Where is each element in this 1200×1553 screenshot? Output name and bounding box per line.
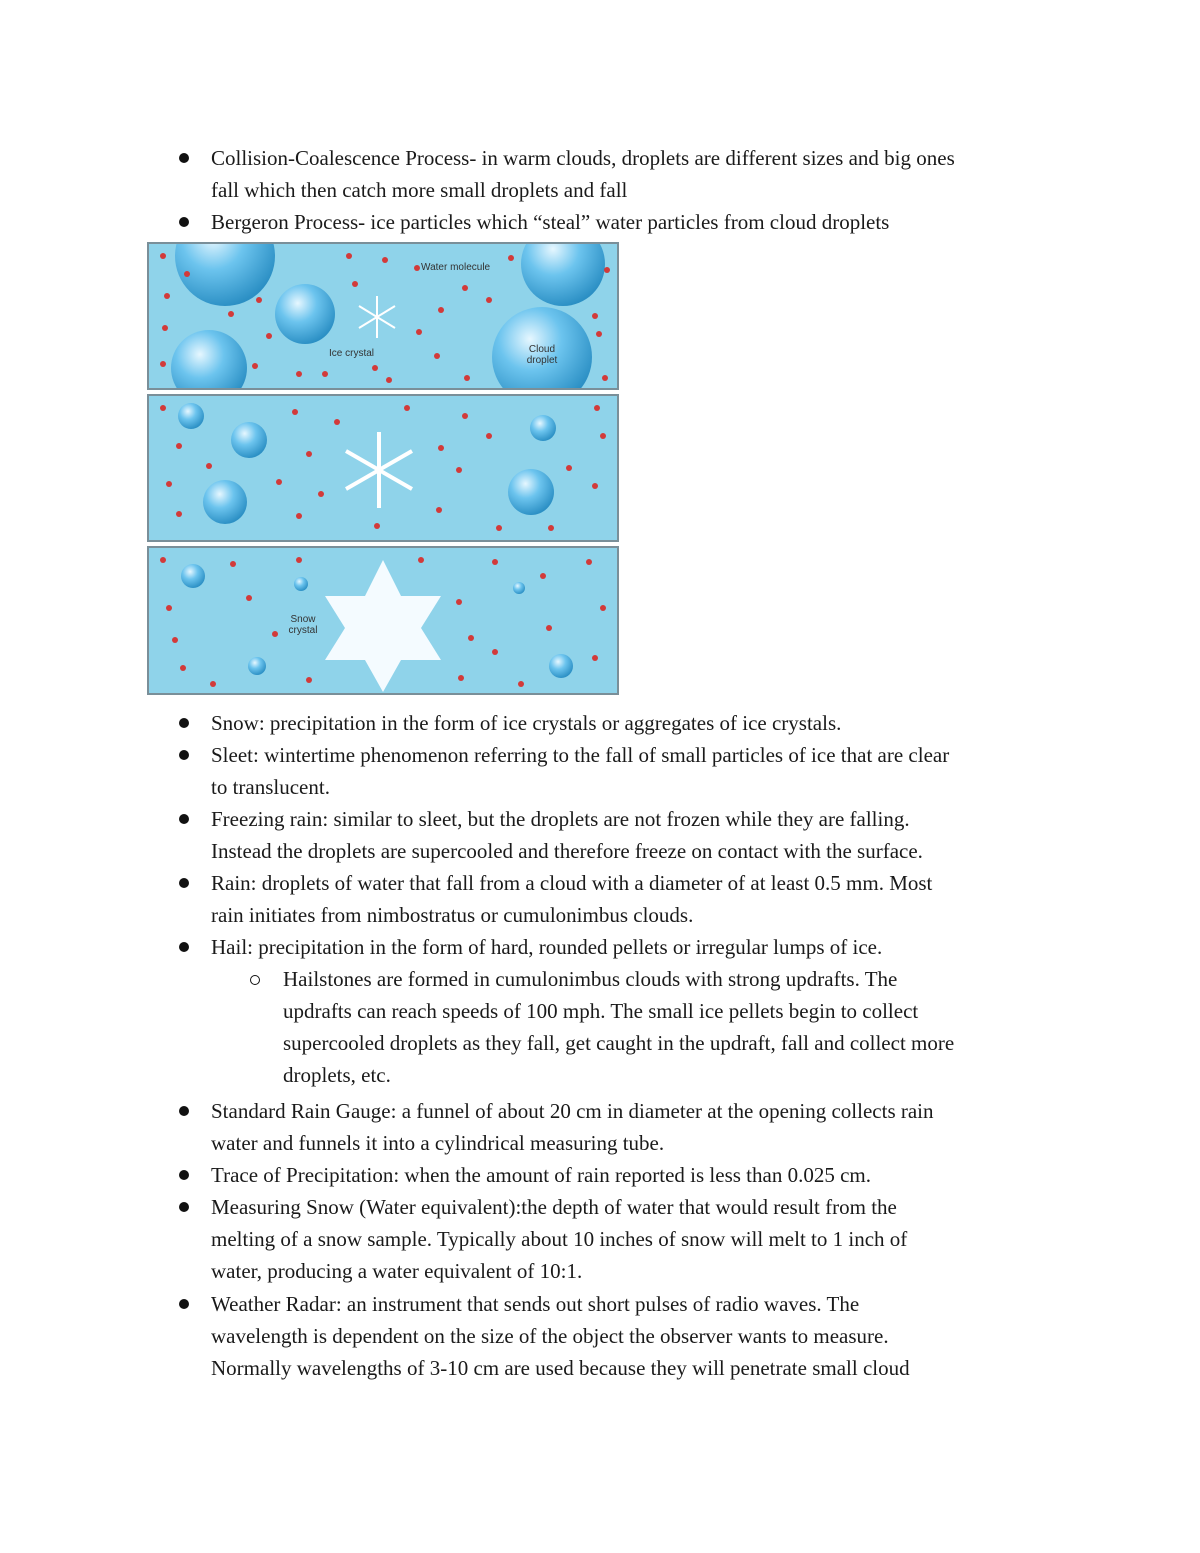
panel-3-art bbox=[149, 548, 619, 695]
bullet-item-sleet bbox=[0, 739, 1200, 803]
bullet-icon bbox=[179, 942, 189, 952]
bullet-icon bbox=[179, 878, 189, 888]
bullet-line: Hail: precipitation in the form of hard, rounded pellets or irregular lumps of ice. bbox=[211, 935, 883, 959]
bullet-icon bbox=[179, 1202, 189, 1212]
cloud-droplet bbox=[275, 284, 335, 344]
ice-crystal-label: Ice crystal bbox=[329, 348, 375, 359]
figure-panel-2 bbox=[147, 394, 619, 542]
bullet-line: melting of a snow sample. Typically about 10 inches of snow will melt to 1 inch of bbox=[211, 1227, 908, 1251]
cloud-droplet bbox=[178, 403, 204, 429]
bullet-line: Standard Rain Gauge: a funnel of about 20 cm in diameter at the opening collects rain bbox=[211, 1099, 934, 1123]
water-molecule-label: Water molecule bbox=[421, 262, 491, 273]
bullet-icon bbox=[179, 718, 189, 728]
bullet-item-freezing-rain bbox=[0, 803, 1200, 867]
bullet-line: wavelength is dependent on the size of the object the observer wants to measure. bbox=[211, 1324, 889, 1348]
bullet-icon bbox=[179, 814, 189, 824]
sub-bullet-icon bbox=[250, 975, 260, 985]
cloud-droplet bbox=[248, 657, 266, 675]
snow-crystal-large bbox=[325, 560, 441, 692]
bullet-line: Trace of Precipitation: when the amount of rain reported is less than 0.025 cm. bbox=[211, 1163, 871, 1187]
bullet-line: Sleet: wintertime phenomenon referring to the fall of small particles of ice that are clear bbox=[211, 743, 950, 767]
bullet-item bbox=[0, 142, 1200, 206]
bullet-line: supercooled droplets as they fall, get caught in the updraft, fall and collect more bbox=[283, 1031, 955, 1055]
bullet-line: Instead the droplets are supercooled and therefore freeze on contact with the surface. bbox=[211, 839, 923, 863]
bullet-line: Hailstones are formed in cumulonimbus clouds with strong updrafts. The bbox=[283, 967, 898, 991]
ice-crystal-medium bbox=[346, 432, 412, 508]
cloud-droplet bbox=[181, 564, 205, 588]
panel-1-art bbox=[149, 244, 619, 390]
bullet-icon bbox=[179, 1299, 189, 1309]
bullet-item-measuring-snow bbox=[0, 1191, 1200, 1287]
cloud-droplet bbox=[521, 244, 605, 306]
bullet-line: updrafts can reach speeds of 100 mph. The small ice pellets begin to collect bbox=[283, 999, 919, 1023]
bullet-line: Measuring Snow (Water equivalent):the depth of water that would result from the bbox=[211, 1195, 897, 1219]
bullet-item-rain-gauge bbox=[0, 1095, 1200, 1159]
bullet-icon bbox=[179, 153, 189, 163]
bullet-icon bbox=[179, 1170, 189, 1180]
cloud-droplet bbox=[508, 469, 554, 515]
bullet-line: water and funnels it into a cylindrical measuring tube. bbox=[211, 1131, 665, 1155]
cloud-droplet bbox=[231, 422, 267, 458]
bullet-line: Weather Radar: an instrument that sends out short pulses of radio waves. The bbox=[211, 1292, 860, 1316]
cloud-droplet-label: Cloud droplet bbox=[526, 344, 558, 366]
snow-crystal-label: Snow crystal bbox=[288, 614, 318, 636]
bullet-icon bbox=[179, 217, 189, 227]
bullet-line: to translucent. bbox=[211, 775, 330, 799]
figure-panel-3 bbox=[147, 546, 619, 695]
bullet-item-rain bbox=[0, 867, 1200, 931]
cloud-droplet bbox=[203, 480, 247, 524]
bullet-item-snow bbox=[0, 707, 1200, 739]
bullet-line: Snow: precipitation in the form of ice crystals or aggregates of ice crystals. bbox=[211, 711, 842, 735]
sub-bullet-hailstones bbox=[0, 963, 1200, 1091]
panel-2-art bbox=[149, 396, 619, 542]
cloud-droplet bbox=[171, 330, 247, 390]
bullet-line: fall which then catch more small droplets and fall bbox=[211, 178, 628, 202]
bullet-icon bbox=[179, 750, 189, 760]
cloud-droplet bbox=[513, 582, 525, 594]
bergeron-figure bbox=[147, 242, 619, 695]
cloud-droplet bbox=[530, 415, 556, 441]
bullet-item-trace bbox=[0, 1159, 1200, 1191]
bullet-line: Rain: droplets of water that fall from a cloud with a diameter of at least 0.5 mm. Most bbox=[211, 871, 933, 895]
bullet-line: Freezing rain: similar to sleet, but the droplets are not frozen while they are falling. bbox=[211, 807, 910, 831]
bullet-item bbox=[0, 206, 1200, 238]
bullet-line: water, producing a water equivalent of 10:1. bbox=[211, 1259, 583, 1283]
bullet-line: droplets, etc. bbox=[283, 1063, 391, 1087]
bullet-item-weather-radar bbox=[0, 1288, 1200, 1384]
bullet-item-hail bbox=[0, 931, 1200, 963]
cloud-droplet bbox=[294, 577, 308, 591]
figure-panel-1 bbox=[147, 242, 619, 390]
ice-crystal-small bbox=[359, 296, 395, 338]
cloud-droplet bbox=[175, 244, 275, 306]
bullet-line: Normally wavelengths of 3-10 cm are used because they will penetrate small cloud bbox=[211, 1356, 910, 1380]
cloud-droplet bbox=[549, 654, 573, 678]
bullet-line: rain initiates from nimbostratus or cumulonimbus clouds. bbox=[211, 903, 694, 927]
bullet-icon bbox=[179, 1106, 189, 1116]
bullet-line: Collision-Coalescence Process- in warm clouds, droplets are different sizes and big ones bbox=[211, 146, 955, 170]
bullet-line: Bergeron Process- ice particles which “steal” water particles from cloud droplets bbox=[211, 210, 890, 234]
